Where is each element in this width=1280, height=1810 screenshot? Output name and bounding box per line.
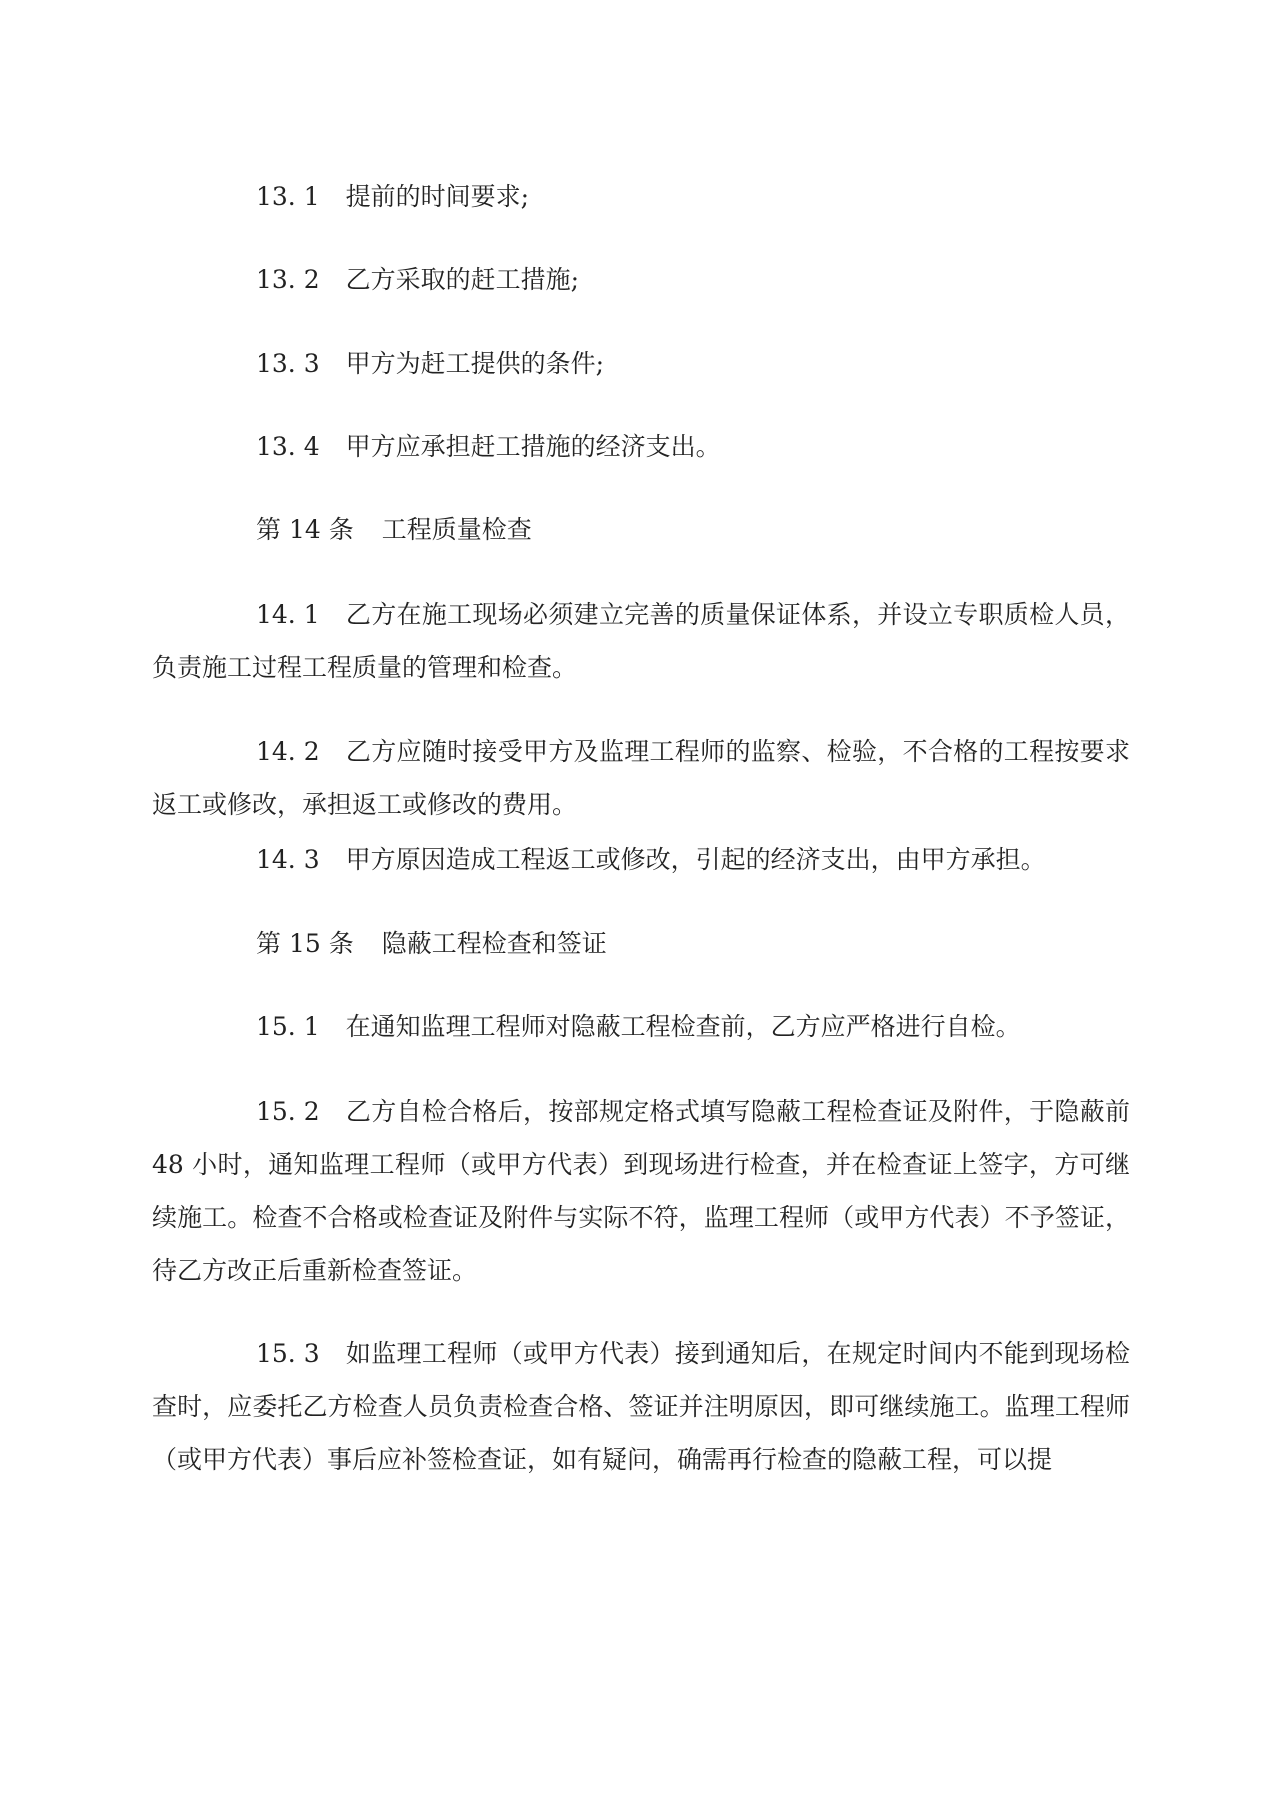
clause-13-2 (152, 253, 1130, 306)
clause-13-1 (152, 170, 1130, 223)
clause-number: 13. 3 (256, 349, 320, 378)
clause-text: 乙方自检合格后，按部规定格式填写隐蔽工程检查证及附件，于隐蔽前 48 小时，通知监理工程师（或甲方代表）到现场进行检查，并在检查证上签字，方可继续施工。检查不合格或检查证及附件与实际不符，监理工程师（或甲方代表）不予签证，待乙方改正后重新检查签证。 (152, 1097, 1130, 1285)
clause-text: 乙方在施工现场必须建立完善的质量保证体系，并设立专职质检人员，负责施工过程工程质量的管理和检查。 (152, 600, 1130, 682)
clause-text: 乙方采取的赶工措施; (345, 265, 580, 294)
article-title: 工程质量检查 (381, 515, 532, 544)
article-number: 第 14 条 (256, 515, 354, 544)
clause-number: 15. 2 (256, 1097, 320, 1126)
clause-number: 15. 3 (256, 1339, 320, 1368)
clause-14-2 (152, 725, 1130, 831)
clause-13-3 (152, 337, 1130, 390)
clause-15-3 (152, 1327, 1130, 1486)
article-title: 隐蔽工程检查和签证 (381, 929, 607, 958)
clause-number: 15. 1 (256, 1012, 320, 1041)
article-15-heading (152, 917, 1130, 970)
clause-text: 乙方应随时接受甲方及监理工程师的监察、检验，不合格的工程按要求返工或修改，承担返工或修改的费用。 (152, 737, 1130, 819)
clause-14-3 (152, 833, 1130, 886)
clause-text: 在通知监理工程师对隐蔽工程检查前，乙方应严格进行自检。 (345, 1012, 1021, 1041)
clause-text: 如监理工程师（或甲方代表）接到通知后，在规定时间内不能到现场检查时，应委托乙方检查人员负责检查合格、签证并注明原因，即可继续施工。监理工程师（或甲方代表）事后应补签检查证，如有疑问，确需再行检查的隐蔽工程，可以提 (152, 1339, 1130, 1474)
clause-text: 甲方应承担赶工措施的经济支出。 (345, 432, 721, 461)
article-14-heading (152, 503, 1130, 556)
clause-number: 14. 2 (256, 737, 320, 766)
clause-text: 提前的时间要求; (345, 182, 530, 211)
clause-text: 甲方为赶工提供的条件; (345, 349, 605, 378)
clause-number: 13. 2 (256, 265, 320, 294)
clause-number: 14. 3 (256, 845, 320, 874)
clause-13-4 (152, 420, 1130, 473)
clause-15-1 (152, 1000, 1130, 1053)
clause-number: 13. 1 (256, 182, 320, 211)
clause-number: 13. 4 (256, 432, 320, 461)
article-number: 第 15 条 (256, 929, 354, 958)
clause-number: 14. 1 (256, 600, 320, 629)
clause-14-1 (152, 588, 1130, 694)
clause-text: 甲方原因造成工程返工或修改，引起的经济支出，由甲方承担。 (345, 845, 1046, 874)
clause-15-2 (152, 1085, 1130, 1297)
